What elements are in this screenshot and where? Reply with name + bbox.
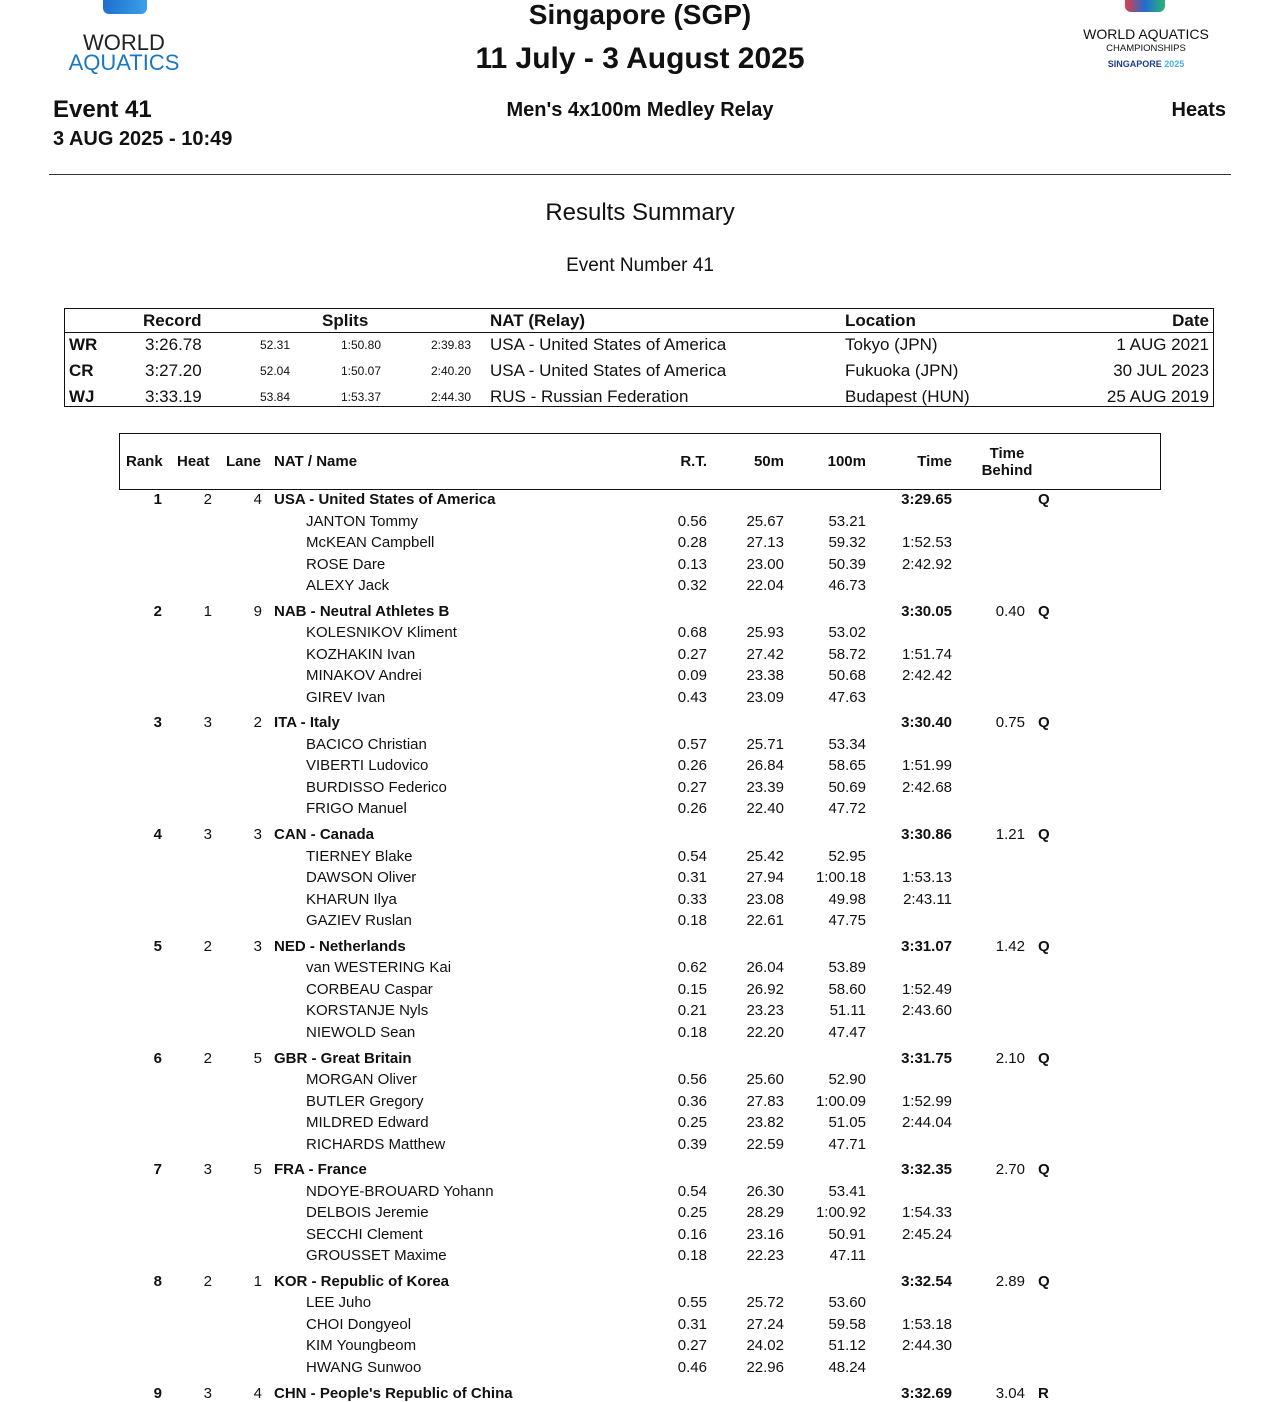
team-lane: 3 [253, 826, 262, 844]
team-name: ITA - Italy [274, 714, 340, 732]
swimmer-name: ALEXY Jack [306, 577, 390, 594]
swimmer-reaction-time: 0.18 [677, 1023, 707, 1041]
swimmer-50m: 27.13 [746, 534, 784, 551]
team-time: 3:32.35 [901, 1161, 952, 1179]
team-time-behind: 0.75 [995, 714, 1025, 732]
team-rank: 4 [153, 826, 162, 844]
header-lane: Lane [226, 453, 262, 470]
swimmer-name: ROSE Dare [306, 555, 386, 573]
swimmer-50m: 22.23 [746, 1247, 784, 1265]
team-time-behind: 1.21 [995, 826, 1025, 844]
swimmer-100m: 58.65 [828, 757, 866, 775]
swimmer-50m: 23.09 [746, 688, 784, 706]
swimmer-50m: 25.42 [746, 847, 784, 865]
team-heat: 1 [203, 602, 212, 620]
qualification-mark: R [1038, 1384, 1049, 1402]
record-date: 25 AUG 2019 [1106, 387, 1209, 406]
swimmer-name: van WESTERING Kai [306, 959, 452, 977]
record-location: Tokyo (JPN) [845, 335, 938, 354]
team-name: KOR - Republic of Korea [274, 1272, 450, 1290]
team-name: USA - United States of America [274, 491, 496, 508]
team-time: 3:31.07 [901, 937, 952, 955]
swimmer-cumulative-time: 2:42.92 [901, 555, 952, 573]
team-lane: 5 [253, 1049, 262, 1067]
swimmer-cumulative-time: 1:52.53 [901, 534, 952, 551]
team-name: NAB - Neutral Athletes B [274, 602, 450, 620]
swimmer-100m: 46.73 [828, 577, 866, 594]
record-nat: USA - United States of America [490, 335, 727, 354]
header-divider [49, 174, 1231, 175]
swimmer-50m: 27.94 [746, 869, 784, 887]
event-phase: Heats [1171, 99, 1226, 121]
swimmer-100m: 49.98 [828, 890, 866, 908]
header-50m: 50m [753, 453, 784, 470]
team-name: GBR - Great Britain [274, 1049, 412, 1067]
header-time-behind-2: Behind [981, 462, 1033, 479]
swimmer-reaction-time: 0.27 [677, 778, 707, 796]
swimmer-name: MILDRED Edward [306, 1114, 429, 1131]
swimmer-name: KORSTANJE Nyls [306, 1002, 429, 1020]
swimmer-100m: 50.39 [828, 555, 866, 573]
team-lane: 2 [253, 714, 262, 732]
record-type: CR [69, 361, 94, 380]
event-datetime: 3 AUG 2025 - 10:49 [53, 128, 233, 150]
swimmer-name: NIEWOLD Sean [306, 1023, 416, 1041]
team-rank: 7 [153, 1161, 162, 1179]
swimmer-reaction-time: 0.27 [677, 645, 707, 663]
swimmer-reaction-time: 0.39 [677, 1135, 707, 1153]
logo-line1: WORLD AQUATICS [1083, 26, 1209, 42]
team-heat: 2 [203, 1272, 212, 1290]
swimmer-reaction-time: 0.56 [677, 1071, 707, 1088]
logo-mark-icon [103, 0, 147, 14]
swimmer-name: JANTON Tommy [306, 512, 418, 530]
swimmer-50m: 22.04 [746, 577, 784, 594]
swimmer-50m: 25.93 [746, 624, 784, 642]
swimmer-name: VIBERTI Ludovico [306, 757, 429, 775]
swimmer-100m: 47.71 [828, 1135, 866, 1153]
logo-line2: CHAMPIONSHIPS [1106, 43, 1186, 54]
swimmer-reaction-time: 0.54 [677, 1182, 707, 1200]
team-heat: 2 [203, 1049, 212, 1067]
swimmer-reaction-time: 0.56 [677, 512, 707, 530]
swimmer-reaction-time: 0.09 [677, 667, 707, 685]
swimmer-reaction-time: 0.18 [677, 1247, 707, 1265]
record-type: WR [69, 335, 98, 354]
swimmer-name: MINAKOV Andrei [306, 667, 422, 685]
event-name: Men's 4x100m Medley Relay [506, 99, 774, 121]
swimmer-100m: 1:00.18 [815, 869, 866, 887]
team-heat: 3 [203, 1161, 212, 1179]
team-rank: 6 [153, 1049, 162, 1067]
team-rank: 9 [153, 1384, 162, 1402]
team-time: 3:32.69 [901, 1384, 952, 1402]
records-header-divider [65, 332, 1213, 333]
swimmer-name: GROUSSET Maxime [306, 1247, 447, 1265]
record-split-1: 52.31 [259, 338, 290, 352]
team-heat: 2 [203, 937, 212, 955]
swimmer-100m: 47.72 [828, 800, 866, 818]
header-time-behind-1: Time [989, 445, 1025, 462]
swimmer-cumulative-time: 2:44.30 [901, 1337, 952, 1355]
team-lane: 5 [253, 1161, 262, 1179]
swimmer-reaction-time: 0.15 [677, 980, 707, 998]
team-rank: 1 [153, 491, 162, 508]
page-subtitle: Event Number 41 [566, 255, 714, 276]
logo-text-world: WORLD [83, 30, 165, 55]
swimmer-name: McKEAN Campbell [306, 534, 435, 551]
swimmer-100m: 53.21 [828, 512, 866, 530]
event-number: Event 41 [53, 96, 152, 123]
team-time-behind: 3.04 [995, 1384, 1025, 1402]
swimmer-cumulative-time: 1:53.18 [901, 1315, 952, 1333]
swimmer-name: CORBEAU Caspar [306, 980, 433, 998]
swimmer-reaction-time: 0.28 [677, 534, 707, 551]
swimmer-cumulative-time: 2:44.04 [901, 1114, 952, 1131]
swimmer-50m: 25.72 [746, 1294, 784, 1312]
swimmer-100m: 48.24 [828, 1358, 866, 1376]
swimmer-name: DELBOIS Jeremie [306, 1204, 429, 1222]
team-name: FRA - France [274, 1161, 367, 1179]
record-time: 3:33.19 [145, 387, 202, 406]
header-100m: 100m [827, 453, 866, 470]
swimmer-50m: 26.30 [746, 1182, 784, 1200]
team-heat: 3 [203, 826, 212, 844]
team-rank: 5 [153, 937, 162, 955]
swimmer-reaction-time: 0.27 [677, 1337, 707, 1355]
swimmer-name: KOZHAKIN Ivan [306, 645, 416, 663]
swimmer-cumulative-time: 2:45.24 [901, 1225, 952, 1243]
swimmer-50m: 26.04 [746, 959, 784, 977]
championships-mark-icon [1125, 0, 1165, 12]
swimmer-100m: 50.91 [828, 1225, 866, 1243]
swimmer-50m: 26.84 [746, 757, 784, 775]
header-rt: R.T. [680, 453, 707, 470]
qualification-mark: Q [1038, 491, 1050, 508]
swimmer-100m: 52.90 [828, 1071, 866, 1088]
swimmer-reaction-time: 0.62 [677, 959, 707, 977]
swimmer-name: DAWSON Oliver [306, 869, 417, 887]
swimmer-100m: 50.69 [828, 778, 866, 796]
team-time-behind: 2.89 [995, 1272, 1025, 1290]
team-time: 3:32.54 [901, 1272, 952, 1290]
header-name: NAT / Name [274, 453, 358, 470]
team-time: 3:31.75 [901, 1049, 952, 1067]
swimmer-cumulative-time: 1:52.49 [901, 980, 952, 998]
qualification-mark: Q [1038, 1049, 1050, 1067]
record-location: Fukuoka (JPN) [845, 361, 959, 380]
swimmer-100m: 50.68 [828, 667, 866, 685]
record-split-1: 52.04 [259, 364, 290, 378]
team-rank: 3 [153, 714, 162, 732]
swimmer-reaction-time: 0.54 [677, 847, 707, 865]
swimmer-50m: 24.02 [746, 1337, 784, 1355]
swimmer-100m: 53.02 [828, 624, 866, 642]
swimmer-100m: 47.47 [828, 1023, 866, 1041]
swimmer-name: BURDISSO Federico [306, 778, 447, 796]
qualification-mark: Q [1038, 1272, 1050, 1290]
swimmer-50m: 22.40 [746, 800, 784, 818]
swimmer-name: TIERNEY Blake [306, 847, 413, 865]
swimmer-cumulative-time: 2:42.68 [901, 778, 952, 796]
swimmer-50m: 25.67 [746, 512, 784, 530]
swimmer-50m: 23.82 [746, 1114, 784, 1131]
swimmer-cumulative-time: 1:53.13 [901, 869, 952, 887]
records-header-nat: NAT (Relay) [490, 311, 586, 330]
swimmer-100m: 51.12 [828, 1337, 866, 1355]
records-header-location: Location [845, 311, 916, 330]
swimmer-50m: 22.59 [746, 1135, 784, 1153]
swimmer-reaction-time: 0.43 [677, 688, 707, 706]
swimmer-100m: 58.72 [828, 645, 866, 663]
swimmer-50m: 28.29 [746, 1204, 784, 1222]
record-split-2: 1:53.37 [340, 390, 381, 404]
swimmer-100m: 51.05 [828, 1114, 866, 1131]
record-type: WJ [69, 387, 95, 406]
qualification-mark: Q [1038, 1161, 1050, 1179]
team-lane: 3 [253, 937, 262, 955]
swimmer-name: GIREV Ivan [306, 688, 386, 706]
logo-year: 2025 [1164, 59, 1185, 69]
team-lane: 4 [253, 491, 262, 508]
swimmer-50m: 27.83 [746, 1092, 784, 1110]
swimmer-100m: 47.75 [828, 912, 866, 930]
header-rank: Rank [126, 453, 163, 470]
logo-text-aquatics: AQUATICS [68, 50, 180, 75]
swimmer-reaction-time: 0.25 [677, 1114, 707, 1131]
swimmer-50m: 23.38 [746, 667, 784, 685]
swimmer-reaction-time: 0.33 [677, 890, 707, 908]
record-split-3: 2:44.30 [430, 390, 471, 404]
swimmer-name: KOLESNIKOV Kliment [306, 624, 457, 642]
swimmer-reaction-time: 0.31 [677, 1315, 707, 1333]
record-time: 3:26.78 [145, 335, 202, 354]
swimmer-name: KHARUN Ilya [306, 890, 397, 908]
qualification-mark: Q [1038, 826, 1050, 844]
swimmer-reaction-time: 0.21 [677, 1002, 707, 1020]
qualification-mark: Q [1038, 602, 1050, 620]
team-rank: 2 [153, 602, 162, 620]
records-header-date: Date [1172, 311, 1209, 330]
record-date: 1 AUG 2021 [1116, 335, 1209, 354]
venue: Singapore (SGP) [528, 0, 752, 30]
team-time: 3:29.65 [901, 491, 952, 508]
swimmer-50m: 27.24 [746, 1315, 784, 1333]
header-time: Time [917, 453, 952, 470]
record-split-2: 1:50.80 [340, 338, 381, 352]
qualification-mark: Q [1038, 937, 1050, 955]
swimmer-cumulative-time: 1:51.99 [901, 757, 952, 775]
swimmer-reaction-time: 0.26 [677, 757, 707, 775]
dates: 11 July - 3 August 2025 [475, 42, 805, 75]
team-time: 3:30.86 [901, 826, 952, 844]
team-time: 3:30.40 [901, 714, 952, 732]
team-lane: 9 [253, 602, 262, 620]
team-lane: 4 [253, 1384, 262, 1402]
swimmer-name: RICHARDS Matthew [306, 1135, 446, 1153]
swimmer-50m: 26.92 [746, 980, 784, 998]
header-heat: Heat [177, 453, 210, 470]
team-name: CHN - People's Republic of China [274, 1384, 513, 1402]
record-split-3: 2:39.83 [430, 338, 471, 352]
swimmer-100m: 51.11 [829, 1002, 866, 1020]
record-nat: RUS - Russian Federation [490, 387, 689, 406]
swimmer-50m: 22.96 [746, 1358, 784, 1376]
team-name: CAN - Canada [274, 826, 375, 844]
swimmer-100m: 52.95 [828, 847, 866, 865]
swimmer-50m: 22.61 [746, 912, 784, 930]
swimmer-50m: 27.42 [746, 645, 784, 663]
team-lane: 1 [253, 1272, 262, 1290]
swimmer-reaction-time: 0.36 [677, 1092, 707, 1110]
records-header-record: Record [143, 311, 202, 330]
swimmer-100m: 59.58 [828, 1315, 866, 1333]
record-split-2: 1:50.07 [340, 364, 381, 378]
swimmer-100m: 53.34 [828, 735, 866, 753]
swimmer-50m: 23.00 [746, 555, 784, 573]
swimmer-reaction-time: 0.26 [677, 800, 707, 818]
record-date: 30 JUL 2023 [1113, 361, 1209, 380]
logo-line3 [1060, 59, 1232, 69]
swimmer-100m: 53.41 [828, 1182, 866, 1200]
team-time-behind: 2.70 [995, 1161, 1025, 1179]
swimmer-cumulative-time: 1:51.74 [901, 645, 952, 663]
swimmer-reaction-time: 0.68 [677, 624, 707, 642]
swimmer-name: KIM Youngbeom [306, 1337, 417, 1355]
team-heat: 3 [203, 714, 212, 732]
swimmer-cumulative-time: 1:52.99 [901, 1092, 952, 1110]
swimmer-50m: 23.16 [746, 1225, 784, 1243]
swimmer-100m: 47.63 [828, 688, 866, 706]
swimmer-50m: 23.23 [746, 1002, 784, 1020]
record-nat: USA - United States of America [490, 361, 727, 380]
swimmer-name: FRIGO Manuel [306, 800, 407, 818]
swimmer-100m: 53.60 [828, 1294, 866, 1312]
swimmer-cumulative-time: 2:43.60 [901, 1002, 952, 1020]
swimmer-100m: 1:00.09 [815, 1092, 866, 1110]
swimmer-name: GAZIEV Ruslan [306, 912, 412, 930]
swimmer-50m: 23.39 [746, 778, 784, 796]
swimmer-cumulative-time: 2:42.42 [901, 667, 952, 685]
record-split-1: 53.84 [259, 390, 290, 404]
swimmer-100m: 47.11 [829, 1247, 866, 1265]
swimmer-100m: 59.32 [828, 534, 866, 551]
swimmer-reaction-time: 0.46 [677, 1358, 707, 1376]
swimmer-50m: 22.20 [746, 1023, 784, 1041]
swimmer-reaction-time: 0.16 [677, 1225, 707, 1243]
swimmer-reaction-time: 0.13 [677, 555, 707, 573]
swimmer-100m: 53.89 [828, 959, 866, 977]
team-time-behind: 0.40 [995, 602, 1025, 620]
page-title: Results Summary [545, 199, 735, 226]
swimmer-reaction-time: 0.25 [677, 1204, 707, 1222]
swimmer-50m: 25.60 [746, 1071, 784, 1088]
team-heat: 2 [203, 491, 212, 508]
team-time-behind: 1.42 [995, 937, 1025, 955]
swimmer-name: SECCHI Clement [306, 1225, 423, 1243]
swimmer-50m: 25.71 [746, 735, 784, 753]
swimmer-100m: 58.60 [828, 980, 866, 998]
team-rank: 8 [153, 1272, 162, 1290]
record-time: 3:27.20 [145, 361, 202, 380]
swimmer-reaction-time: 0.31 [677, 869, 707, 887]
swimmer-name: LEE Juho [306, 1294, 372, 1312]
swimmer-reaction-time: 0.18 [677, 912, 707, 930]
swimmer-name: CHOI Dongyeol [306, 1315, 412, 1333]
swimmer-reaction-time: 0.55 [677, 1294, 707, 1312]
qualification-mark: Q [1038, 714, 1050, 732]
record-location: Budapest (HUN) [845, 387, 970, 406]
swimmer-name: BACICO Christian [306, 735, 427, 753]
logo-singapore: SINGAPORE [1107, 59, 1162, 69]
record-split-3: 2:40.20 [430, 364, 471, 378]
team-time: 3:30.05 [901, 602, 952, 620]
swimmer-reaction-time: 0.32 [677, 577, 707, 594]
swimmer-cumulative-time: 2:43.11 [903, 890, 952, 908]
swimmer-name: HWANG Sunwoo [306, 1358, 422, 1376]
team-heat: 3 [203, 1384, 212, 1402]
swimmer-50m: 23.08 [746, 890, 784, 908]
swimmer-100m: 1:00.92 [815, 1204, 866, 1222]
team-time-behind: 2.10 [995, 1049, 1025, 1067]
swimmer-name: BUTLER Gregory [306, 1092, 424, 1110]
swimmer-reaction-time: 0.57 [677, 735, 707, 753]
records-header-splits: Splits [322, 311, 369, 330]
team-name: NED - Netherlands [274, 937, 406, 955]
swimmer-name: MORGAN Oliver [306, 1071, 417, 1088]
swimmer-name: NDOYE-BROUARD Yohann [306, 1182, 494, 1200]
swimmer-cumulative-time: 1:54.33 [901, 1204, 952, 1222]
